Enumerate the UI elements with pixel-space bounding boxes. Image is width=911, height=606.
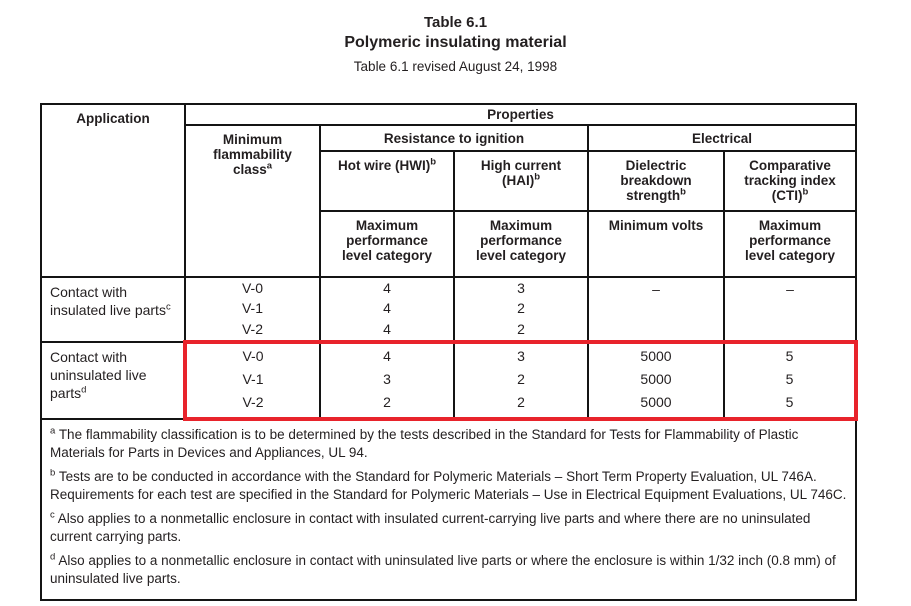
cell-value: 5000	[640, 347, 672, 364]
cell-value: –	[652, 280, 660, 297]
cti-subheader-label: Maximum performance level category	[744, 218, 836, 263]
hwi-values-cell	[320, 277, 454, 342]
cell-value: V-2	[241, 320, 263, 337]
hwi-values-cell-highlighted	[320, 342, 454, 419]
footnotes-row	[41, 419, 856, 600]
cti-values-cell-highlighted	[724, 342, 856, 419]
cell-value: 2	[517, 320, 525, 337]
cell-value: 2	[517, 393, 525, 410]
hai-values-cell	[454, 277, 588, 342]
cell-value	[589, 322, 723, 336]
footnote-ref-b: b	[680, 186, 686, 198]
col-header-resistance-to-ignition: Resistance to ignition	[320, 125, 588, 151]
footnote-c	[50, 510, 847, 545]
footnote-ref-d: d	[81, 384, 87, 396]
cell-value: 5	[785, 347, 794, 364]
footnote-b	[50, 468, 847, 503]
footnote-d-text: Also applies to a nonmetallic enclosure in contact with uninsulated live parts or where the enclosure is within 1/32 inch (0.8 mm) of uninsulated live parts.	[50, 553, 836, 586]
cell-value: 4	[383, 320, 391, 337]
footnote-ref-b: b	[534, 171, 541, 183]
cell-value: V-2	[242, 393, 264, 410]
col-header-high-current	[454, 151, 588, 211]
cell-value: 2	[383, 393, 391, 410]
footnote-d	[50, 552, 847, 587]
col-header-application: Application	[41, 104, 185, 277]
application-uninsulated-cell	[41, 342, 185, 419]
footnotes-cell	[41, 419, 856, 600]
cell-value: V-1	[241, 300, 263, 317]
application-insulated-label: Contact with insulated live parts	[50, 284, 166, 318]
cell-value: 4	[383, 347, 391, 364]
hot-wire-label: Hot wire (HWI)	[337, 158, 431, 173]
cell-value: V-0	[242, 347, 264, 364]
application-insulated-cell	[41, 277, 185, 342]
high-current-label: High current (HAI)	[480, 158, 562, 188]
footnote-a	[50, 426, 847, 461]
footnote-ref-c: c	[165, 301, 171, 313]
row-group-insulated-live-parts	[41, 277, 856, 342]
col-header-min-flammability	[185, 125, 320, 277]
subheader-min-volts: Minimum volts	[588, 211, 724, 277]
cell-value: 3	[517, 347, 525, 364]
flammability-class-cell-highlighted	[185, 342, 320, 419]
col-header-dielectric	[588, 151, 724, 211]
footnote-c-text: Also applies to a nonmetallic enclosure in contact with insulated current-carrying live parts and where there are no uninsulated current carrying parts.	[50, 511, 811, 544]
header-row-1	[41, 104, 856, 125]
cell-value	[725, 302, 855, 316]
table-number-title: Table 6.1	[423, 14, 488, 31]
document-title-block	[0, 0, 911, 76]
cell-value: 2	[517, 300, 525, 317]
min-flammability-label: Minimum flammability class	[213, 132, 292, 177]
cell-value: 3	[383, 370, 391, 387]
cell-value: 5	[785, 393, 794, 410]
cti-label: Comparative tracking index (CTI)	[744, 158, 836, 203]
hai-values-cell-highlighted	[454, 342, 588, 419]
dielectric-label: Dielectric breakdown strength	[620, 158, 692, 203]
col-header-properties: Properties	[185, 104, 856, 125]
cell-value: –	[786, 280, 794, 297]
cell-value	[589, 302, 723, 316]
cell-value: 5	[785, 370, 794, 387]
cell-value: 2	[517, 370, 525, 387]
dielectric-values-cell	[588, 277, 724, 342]
cell-value: 3	[517, 280, 525, 297]
cell-value	[725, 322, 855, 336]
dielectric-values-cell-highlighted	[588, 342, 724, 419]
col-header-cti	[724, 151, 856, 211]
cell-value: 5000	[640, 393, 672, 410]
cti-values-cell	[724, 277, 856, 342]
properties-table	[40, 103, 858, 601]
footnote-ref-b: b	[802, 186, 809, 198]
application-uninsulated-label: Contact with uninsulated live parts	[50, 349, 147, 401]
row-group-uninsulated-live-parts-highlighted	[41, 342, 856, 419]
footnote-ref-a: a	[266, 160, 273, 172]
properties-table-wrapper	[40, 103, 857, 601]
col-header-hot-wire	[320, 151, 454, 211]
footnote-d-marker: d	[50, 551, 56, 563]
footnote-c-marker: c	[50, 509, 55, 521]
hwi-subheader-label: Maximum performance level category	[341, 218, 433, 263]
cell-value: V-1	[242, 370, 264, 387]
subheader-hwi-max-perf	[320, 211, 454, 277]
cell-value: 4	[383, 280, 391, 297]
footnote-a-marker: a	[50, 425, 56, 437]
col-header-electrical: Electrical	[588, 125, 856, 151]
hai-subheader-label: Maximum performance level category	[475, 218, 567, 263]
subheader-hai-max-perf	[454, 211, 588, 277]
footnote-a-text: The flammability classification is to be determined by the tests described in the Standard for Tests for Flammability of Plastic Materials for Parts in Devices and Appliances, UL 94.	[50, 427, 799, 460]
subheader-cti-max-perf	[724, 211, 856, 277]
flammability-class-cell	[185, 277, 320, 342]
table-name-title: Polymeric insulating material	[344, 34, 567, 51]
cell-value: 5000	[640, 370, 672, 387]
cell-value: 4	[383, 300, 391, 317]
table-revision-note: Table 6.1 revised August 24, 1998	[353, 59, 558, 74]
cell-value: V-0	[241, 280, 263, 297]
footnote-b-marker: b	[50, 467, 56, 479]
footnote-b-text: Tests are to be conducted in accordance with the Standard for Polymeric Materials – Short Term Property Evaluation, UL 746A. Requirements for each test are specified in the Standard for Polymeric Materials – Use in Electrical Equipment Evaluations, UL 746C.	[50, 469, 847, 502]
footnote-ref-b: b	[430, 156, 437, 168]
